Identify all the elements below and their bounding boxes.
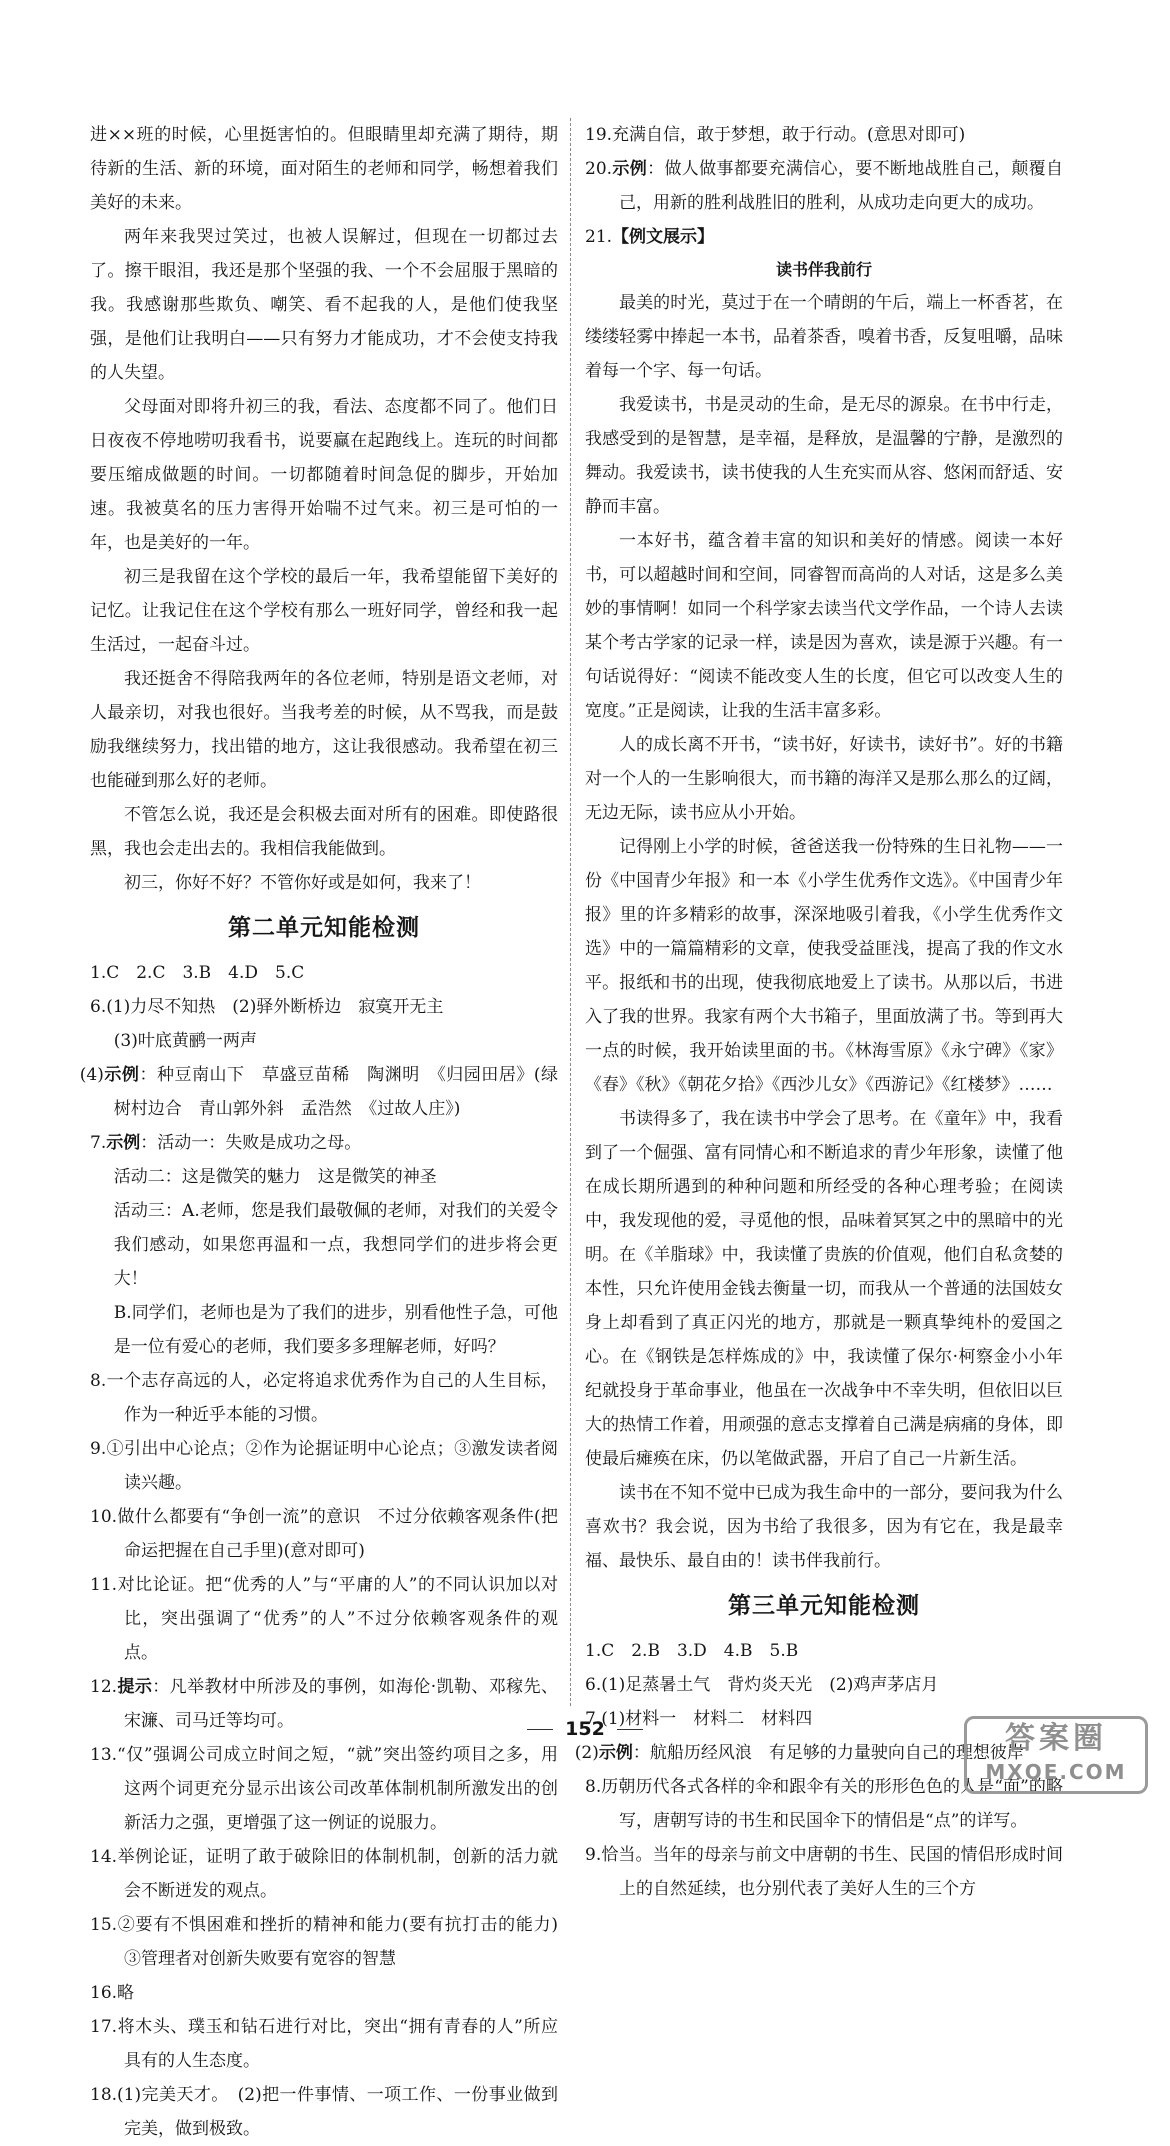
answer-text: ：种豆南山下 草盛豆苗稀 陶渊明 《归园田居》(绿树村边合 青山郭外斜 孟浩然 《过故人庄》) [113, 1065, 559, 1119]
answer-line: 11.对比论证。把“优秀的人”与“平庸的人”的不同认识加以对比，突出强调了“优秀”的人”不过分依赖客观条件的观点。 [90, 1575, 558, 1663]
footer-dash [617, 1729, 643, 1730]
answer-text: ：航船历经风浪 有足够的力量驶向自己的理想彼岸 [632, 1743, 1024, 1763]
answer-line: 9.①引出中心论点；②作为论据证明中心论点；③激发读者阅读兴趣。 [90, 1439, 558, 1493]
essay-paragraph: 初三是我留在这个学校的最后一年，我希望能留下美好的记忆。让我记住在这个学校有那么一班好同学，曾经和我一起生活过，一起奋斗过。 [90, 567, 558, 655]
footer-dash [527, 1729, 553, 1730]
answer-line: 1.C 2.B 3.D 4.B 5.B [585, 1641, 799, 1661]
watermark-bottom-text: MXQE.COM [985, 1760, 1127, 1784]
column-divider [570, 118, 571, 1706]
answer-line [79, 1058, 559, 1126]
answer-label: 示例 [103, 1065, 140, 1085]
answer-line [585, 152, 1063, 220]
answer-line: 15.②要有不惧困难和挫折的精神和能力(要有抗打击的能力) ③管理者对创新失败要有宽容的智慧 [90, 1915, 575, 1969]
answer-prefix: (4) [79, 1065, 104, 1085]
answer-line: 17.将木头、璞玉和钻石进行对比，突出“拥有青春的人”所应具有的人生态度。 [90, 2017, 558, 2071]
essay-paragraph: 两年来我哭过笑过，也被人误解过，但现在一切都过去了。擦干眼泪，我还是那个坚强的我、一个不会屈服于黑暗的我。我感谢那些欺负、嘲笑、看不起我的人，是他们使我坚强，是他们让我明白——只有努力才能成功，才不会使支持我的人失望。 [90, 227, 558, 383]
answer-line: 1.C 2.C 3.B 4.D 5.C [90, 963, 305, 983]
answer-label: 提示 [117, 1677, 153, 1697]
essay-paragraph: 记得刚上小学的时候，爸爸送我一份特殊的生日礼物——一份《中国青少年报》和一本《小学生优秀作文选》。《中国青少年报》里的许多精彩的故事，深深地吸引着我，《小学生优秀作文选》中的一篇篇精彩的文章，使我受益匪浅，提高了我的作文水平。报纸和书的出现，使我彻底地爱上了读书。从那以后，书进入了我的世界。我家有两个大书箱子，里面放满了书。等到再大一点的时候，我开始读里面的书。《林海雪原》《永宁碑》《家》《春》《秋》《朝花夕拾》《西沙儿女》《西游记》《红楼梦》…… [585, 837, 1063, 1095]
answer-line: 14.举例论证，证明了敢于破除旧的体制机制，创新的活力就会不断迸发的观点。 [90, 1847, 558, 1901]
answer-prefix: 20. [585, 159, 613, 179]
answer-line: 19.充满自信，敢于梦想，敢于行动。(意思对即可) [585, 125, 966, 145]
essay-paragraph: 人的成长离不开书，“读书好，好读书，读好书”。好的书籍对一个人的一生影响很大，而书籍的海洋又是那么那么的辽阔，无边无际，读书应从小开始。 [585, 735, 1063, 823]
answer-prefix: 21. [585, 227, 613, 247]
essay-paragraph: 进××班的时候，心里挺害怕的。但眼睛里却充满了期待，期待新的生活、新的环境，面对陌生的老师和同学，畅想着我们美好的未来。 [90, 125, 558, 213]
answer-line: 活动二：这是微笑的魅力 这是微笑的神圣 [113, 1167, 437, 1187]
answer-line: (3)叶底黄鹂一两声 [113, 1031, 257, 1051]
answer-line: 7.(1)材料一 材料二 材料四 [585, 1709, 813, 1729]
answer-line: B.同学们，老师也是为了我们的进步，别看他性子急，可他是一位有爱心的老师，我们要多多理解老师，好吗？ [113, 1303, 558, 1357]
answer-label: 示例 [106, 1133, 141, 1153]
answer-line: 16.略 [90, 1983, 135, 2003]
section-title-unit-2: 第二单元知能检测 [228, 915, 420, 941]
right-column [574, 118, 1064, 1906]
essay-paragraph: 初三，你好不好？不管你好或是如何，我来了！ [124, 873, 481, 893]
essay-paragraph: 我还挺舍不得陪我两年的各位老师，特别是语文老师，对人最亲切，对我也很好。当我考差的时候，从不骂我，而是鼓励我继续努力，找出错的地方，这让我很感动。我希望在初三也能碰到那么好的老师。 [90, 669, 558, 791]
answer-prefix: 12. [90, 1677, 118, 1697]
answer-line: 10.做什么都要有“争创一流”的意识 不过分依赖客观条件(把命运把握在自己手里)(意对即可) [90, 1507, 558, 1561]
answer-label: 示例 [598, 1743, 633, 1763]
answer-line: 8.一个志存高远的人，必定将追求优秀作为自己的人生目标，作为一种近乎本能的习惯。 [90, 1371, 558, 1425]
answer-prefix: 7. [90, 1133, 107, 1153]
page-number: 152 [565, 1718, 605, 1740]
essay-title: 读书伴我前行 [775, 260, 872, 279]
left-column [79, 118, 575, 2146]
answer-line: 13.“仅”强调公司成立时间之短，“就”突出签约项目之多，用这两个词更充分显示出该公司改革体制机制所激发出的创新活力之强，更增强了这一例证的说服力。 [90, 1745, 558, 1833]
answer-line: 18.(1)完美天才。 (2)把一件事情、一项工作、一份事业做到完美，做到极致。 [90, 2085, 558, 2139]
answer-label: 示例 [612, 159, 648, 179]
answer-label: 【例文展示】 [612, 227, 715, 247]
answer-line: 6.(1)足蒸暑土气 背灼炎天光 (2)鸡声茅店月 [585, 1675, 939, 1695]
essay-paragraph: 读书在不知不觉中已成为我生命中的一部分，要问我为什么喜欢书？我会说，因为书给了我很多，因为有它在，我是最幸福、最快乐、最自由的！读书伴我前行。 [585, 1483, 1063, 1571]
answer-text: ：凡举教材中所涉及的事例，如海伦·凯勒、邓稼先、宋濂、司马迁等均可。 [124, 1677, 558, 1731]
answer-prefix: (2) [574, 1743, 599, 1763]
answer-line [90, 1126, 558, 1160]
answer-line: 9.恰当。当年的母亲与前文中唐朝的书生、民国的情侣形成时间上的自然延续，也分别代表了美好人生的三个方 [585, 1845, 1063, 1899]
answer-line: 6.(1)力尽不知热 (2)驿外断桥边 寂寞开无主 [90, 997, 444, 1017]
essay-paragraph: 一本好书，蕴含着丰富的知识和美好的情感。阅读一本好书，可以超越时间和空间，同睿智而高尚的人对话，这是多么美妙的事情啊！如同一个科学家去读当代文学作品，一个诗人去读某个考古学家的记录一样，读是因为喜欢，读是源于兴趣。有一句话说得好：“阅读不能改变人生的长度，但它可以改变人生的宽度。”正是阅读，让我的生活丰富多彩。 [585, 531, 1063, 721]
essay-paragraph: 书读得多了，我在读书中学会了思考。在《童年》中，我看到了一个倔强、富有同情心和不断追求的青少年形象，读懂了他在成长期所遇到的种种问题和所经受的各种心理考验；在阅读中，我发现他的爱，寻觅他的恨，品味着冥冥之中的黑暗中的光明。在《羊脂球》中，我读懂了贵族的价值观，他们自私贪婪的本性，只允许使用金钱去衡量一切，而我从一个普通的法国妓女身上却看到了真正闪光的地方，那就是一颗真挚纯朴的爱国之心。在《钢铁是怎样炼成的》中，我读懂了保尔·柯察金小小年纪就投身于革命事业，他虽在一次战争中不幸失明，但依旧以巨大的热情工作着，用顽强的意志支撑着自己满是病痛的身体，即使最后瘫痪在床，仍以笔做武器，开启了自己一片新生活。 [585, 1109, 1063, 1469]
answer-line: 8.历朝历代各式各样的伞和跟伞有关的形形色色的人是“面”的略写，唐朝写诗的书生和民国伞下的情侣是“点”的详写。 [585, 1777, 1063, 1831]
answer-line [585, 220, 1063, 254]
watermark-stamp [964, 1716, 1148, 1794]
section-title-unit-3: 第三单元知能检测 [728, 1593, 920, 1619]
essay-paragraph: 父母面对即将升初三的我，看法、态度都不同了。他们日日夜夜不停地唠叨我看书，说要赢在起跑线上。连玩的时间都要压缩成做题的时间。一切都随着时间急促的脚步，开始加速。我被莫名的压力害得开始喘不过气来。初三是可怕的一年，也是美好的一年。 [90, 397, 558, 553]
answer-line: 活动三：A.老师，您是我们最敬佩的老师，对我们的关爱令我们感动，如果您再温和一点，我想同学们的进步将会更大！ [113, 1201, 558, 1289]
essay-paragraph: 我爱读书，书是灵动的生命，是无尽的源泉。在书中行走，我感受到的是智慧，是幸福，是释放，是温馨的宁静，是激烈的舞动。我爱读书，读书使我的人生充实而从容、悠闲而舒适、安静而丰富。 [585, 395, 1063, 517]
watermark-top-text: 答案圈 [1005, 1721, 1107, 1756]
answer-text: ：活动一：失败是成功之母。 [140, 1133, 362, 1153]
essay-paragraph: 不管怎么说，我还是会积极去面对所有的困难。即使路很黑，我也会走出去的。我相信我能做到。 [90, 805, 558, 859]
answer-text: ：做人做事都要充满信心，要不断地战胜自己，颠覆自己，用新的胜利战胜旧的胜利，从成功走向更大的成功。 [619, 159, 1064, 213]
essay-paragraph: 最美的时光，莫过于在一个晴朗的午后，端上一杯香茗，在缕缕轻雾中捧起一本书，品着茶香，嗅着书香，反复咀嚼，品味着每一个字、每一句话。 [585, 293, 1063, 381]
